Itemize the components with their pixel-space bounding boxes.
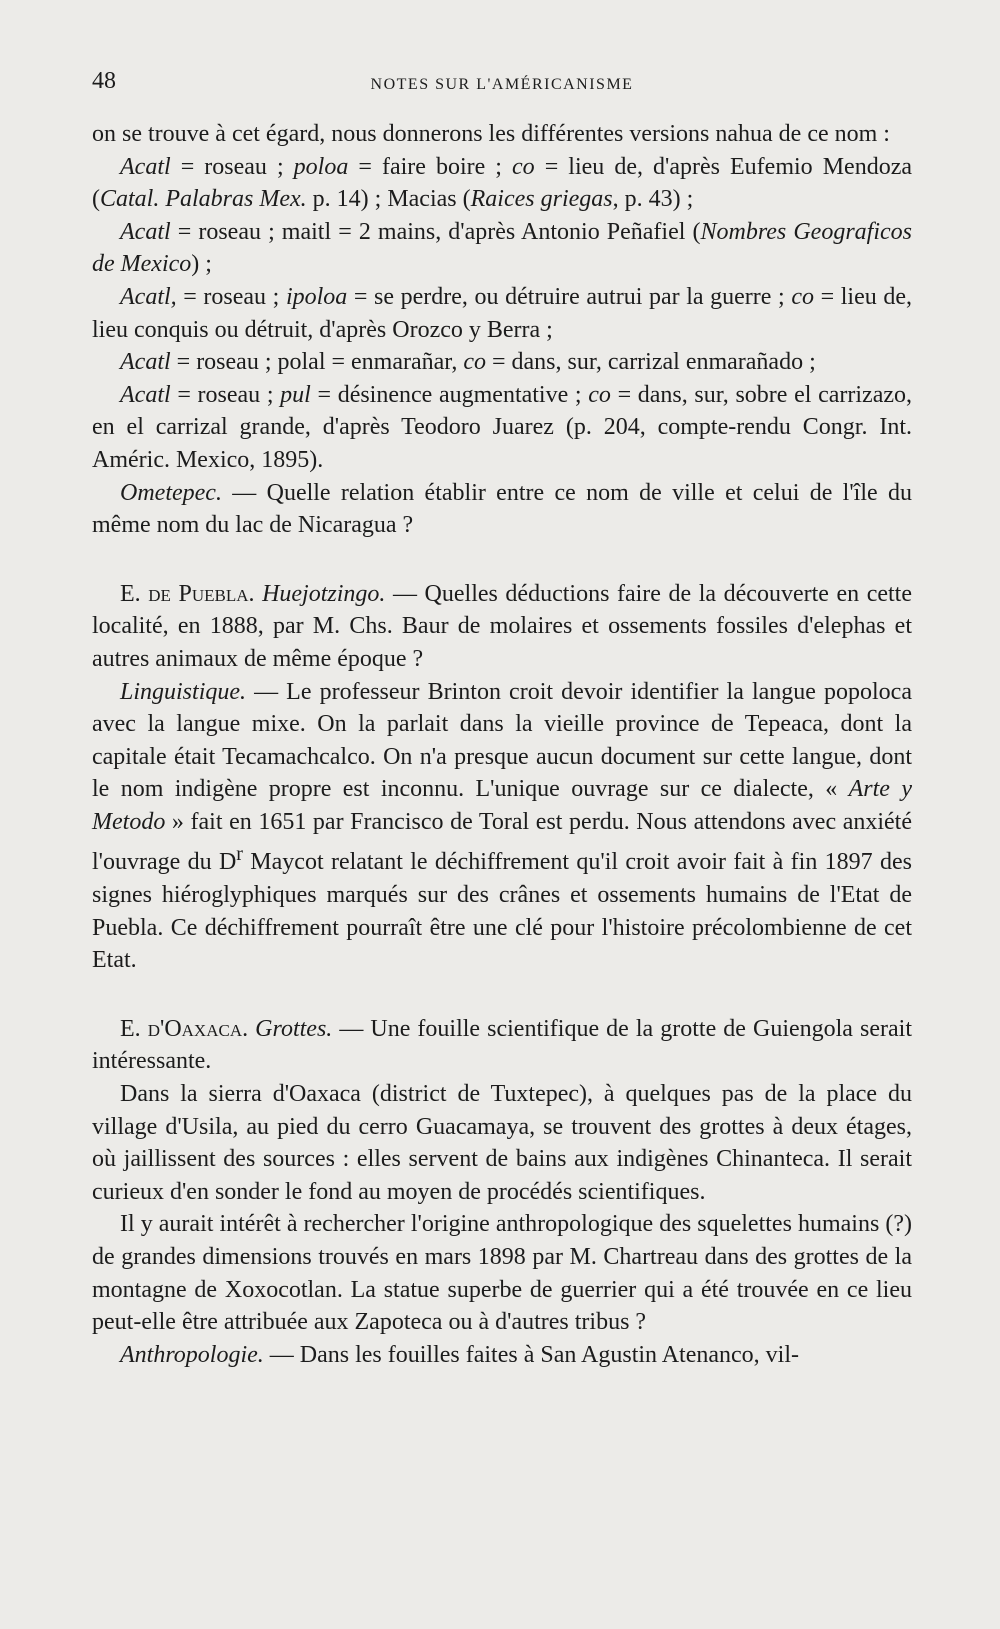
italic-text: pul [280,381,311,408]
paragraph [92,1339,912,1372]
italic-text: Acatl, [120,283,177,310]
italic-text: Nombres Geograficos de Mexico [92,218,912,278]
text-run: = roseau ; [176,283,286,310]
text-run: Dans la sierra d'Oaxaca (district de Tuxtepec), à quelques pas de la place du village d'Usila, au pied du cerro Guacamaya, se trouvent des grottes à deux étages, où jaillissent des sources : elles servent de bains aux indigènes Chinanteca. Il serait curieux d'en sonder le fond au moyen de procédés scientifiques. [92,1081,912,1205]
italic-text: Grottes. [255,1015,333,1042]
paragraph [92,151,912,216]
paragraph [92,216,912,281]
text-run: E. [120,1015,148,1042]
italic-text: Acatl [120,153,171,180]
superscript-text: r [236,843,243,866]
paragraph [92,346,912,379]
text-run: — Quelles déductions faire de la découverte en cette localité, en 1888, par M. Chs. Baur de molaires et ossements fossiles d'elephas et autres animaux de même époque ? [92,580,912,672]
italic-text: Acatl [120,381,171,408]
text-run: = dans, sur, sobre el carrizazo, en el carrizal grande, d'après Teodoro Juarez (p. 204, compte-rendu Congr. Int. Améric. Mexico, 1895). [92,381,912,473]
text-run: E. [120,580,149,607]
text-run: = dans, sur, carrizal enmarañado ; [485,349,816,376]
italic-text: Linguistique. [120,678,247,705]
paragraph [92,578,912,676]
text-run: » fait en 1651 par Francisco de Toral est perdu. Nous attendons avec anxiété l'ouvrage du D [92,808,912,876]
paragraph [92,118,912,151]
text-run: = faire boire ; [348,153,513,180]
text-run: Maycot relatant le déchiffrement qu'il croit avoir fait à fin 1897 des signes hiéroglyphiques marqués sur des crânes et ossements humains de l'Etat de Puebla. Ce déchiffrement pourraît être une clé pour l'histoire précolombienne de cet Etat. [92,849,912,974]
paragraph [92,477,912,542]
text-run: — Quelle relation établir entre ce nom de ville et celui de l'île du même nom du lac de Nicaragua ? [92,479,912,539]
small-caps-text: d'Oaxaca [147,1015,243,1042]
text-run: . [248,580,263,607]
body-text [92,118,912,1371]
text-run: , p. 43) ; [612,186,694,213]
italic-text: co [463,349,486,376]
text-run: Il y aurait intérêt à rechercher l'origine anthropologique des squelettes humains (?) de grandes dimensions trouvés en mars 1898 par M. Chartreau dans des grottes de la montagne de Xoxocotlan. La statue superbe de guerrier qui a été trouvée en ce lieu peut-elle être attribuée aux Zapoteca ou à d'autres tribus ? [92,1211,912,1336]
italic-text: Acatl [120,218,171,245]
text-run: = roseau ; [170,153,294,180]
text-run: p. 14) ; Macias ( [306,186,471,213]
text-run: — Le professeur Brinton croit devoir identifier la langue popoloca avec la langue mixe. On la parlait dans la vieille province de Tepeaca, dont la capitale était Tecamachcalco. On n'a presque aucun document sur cette langue, dont le nom indigène propre est inconnu. L'unique ouvrage sur ce dialecte, « [92,678,912,803]
italic-text: co [512,153,535,180]
running-title: NOTES SUR L'AMÉRICANISME [370,76,634,93]
text-run: = lieu de, d'après Eufemio Mendoza ( [92,153,913,213]
italic-text: Arte y Metodo [92,776,912,835]
section-gap [92,542,912,578]
text-run: = lieu de, lieu conquis ou détruit, d'après Orozco y Berra ; [92,283,912,343]
text-run: ) ; [191,251,212,278]
italic-text: Huejotzingo. [262,580,386,607]
text-run: = se perdre, ou détruire autrui par la guerre ; [347,283,792,310]
paragraph [92,676,912,977]
text-run: — Une fouille scientifique de la grotte de Guiengola serait intéressante. [92,1015,912,1075]
italic-text: co [588,381,611,408]
italic-text: Acatl [120,349,171,376]
paragraph [92,1013,912,1078]
text-run: on se trouve à cet égard, nous donnerons les différentes versions nahua de ce nom : [92,121,890,147]
page-header [92,68,912,102]
paragraph [92,1078,912,1208]
section-gap [92,977,912,1013]
paragraph [92,379,912,477]
italic-text: Catal. Palabras Mex. [100,186,307,213]
text-run: — Dans les fouilles faites à San Agustin Atenanco, vil- [263,1341,800,1368]
italic-text: Ometepec. [120,479,222,506]
text-run: = roseau ; [170,381,281,408]
italic-text: poloa [293,153,349,180]
text-run: = désinence augmentative ; [310,381,589,408]
italic-text: ipoloa [285,283,348,310]
italic-text: Raices griegas [470,186,613,213]
text-run: = roseau ; maitl = 2 mains, d'après Antonio Peñafiel ( [170,218,701,245]
paragraph [92,281,912,346]
small-caps-text: de Puebla [148,580,249,607]
paragraph [92,1208,912,1338]
italic-text: co [791,283,814,310]
text-run: = roseau ; polal = enmarañar, [170,349,464,376]
text-run: . [242,1015,256,1042]
italic-text: Anthropologie. [120,1341,264,1368]
page-number: 48 [92,68,116,94]
